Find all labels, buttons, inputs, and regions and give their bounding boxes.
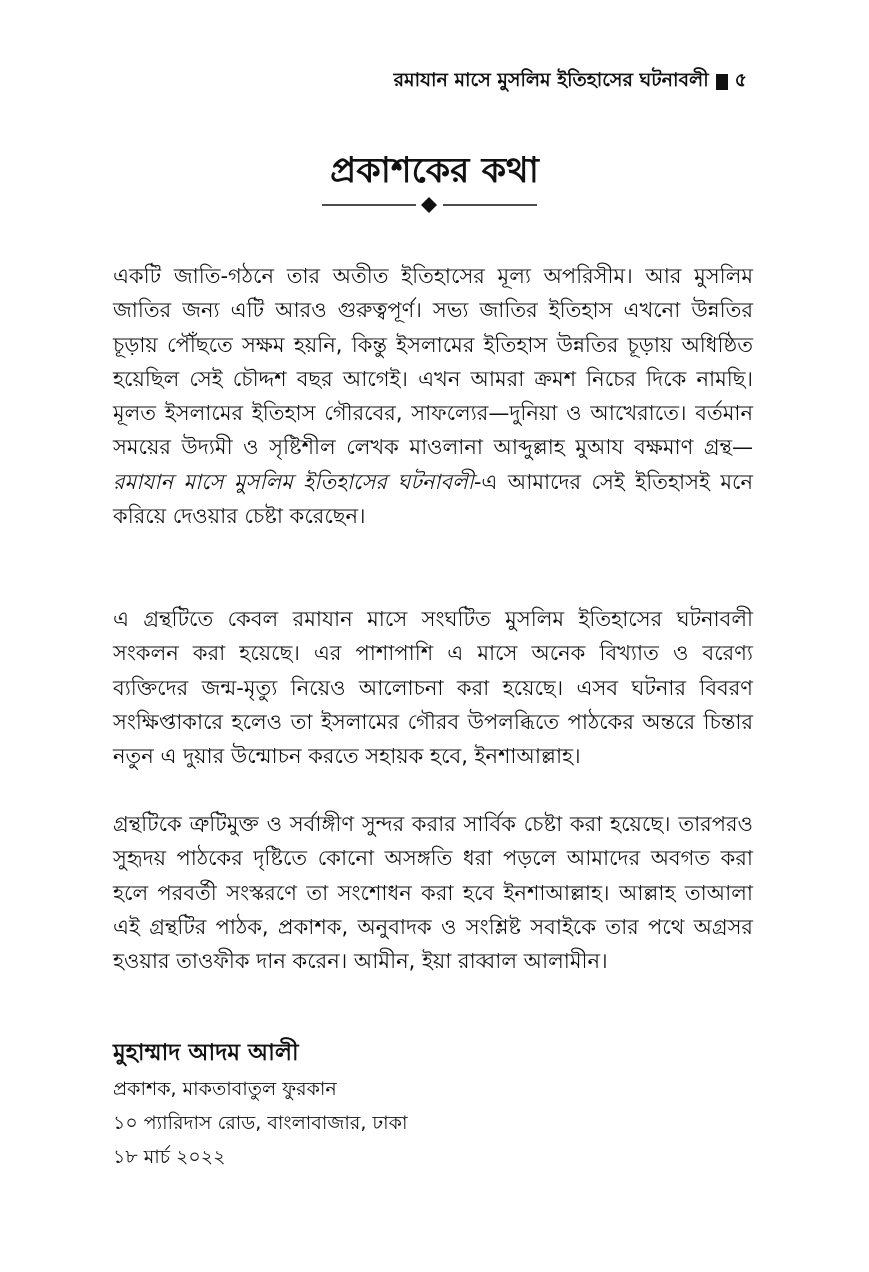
ornament-diamond	[421, 197, 437, 213]
paragraph-2: এ গ্রন্থটিতে কেবল রমাযান মাসে সংঘটিত মুসলিম ইতিহাসের ঘটনাবলী সংকলন করা হয়েছে। এর পাশাপাশি এ মাসে অনেক বিখ্যাত ও বরেণ্য ব্যক্তিদের জন্ম-মৃত্যু নিয়েও আলোচনা করা হয়েছে। এসব ঘটনার বিবরণ সংক্ষিপ্তাকারে হলেও তা ইসলামের গৌরব উপলব্ধিতে পাঠকের অন্তরে চিন্তার নতুন এ দুয়ার উন্মোচন করতে সহায়ক হবে, ইনশাআল্লাহ।	[113, 607, 753, 769]
running-header-book-title: রমাযান মাসে মুসলিম ইতিহাসের ঘটনাবলী	[393, 69, 709, 91]
paragraph-1	[113, 259, 753, 533]
signatory-role: প্রকাশক, মাকতাবাতুল ফুরকান	[113, 1078, 337, 1100]
paragraph-3: গ্রন্থটিকে ত্রুটিমুক্ত ও সর্বাঙ্গীণ সুন্দর করার সার্বিক চেষ্টা করা হয়েছে। তারপরও সুহৃদয় পাঠকের দৃষ্টিতে কোনো অসঙ্গতি ধরা পড়লে আমাদের অবগত করা হলে পরবর্তী সংস্করণে তা সংশোধন করা হবে ইনশাআল্লাহ। আল্লাহ তাআলা এই গ্রন্থটির পাঠক, প্রকাশক, অনুবাদক ও সংশ্লিষ্ট সবাইকে তার পথে অগ্রসর হওয়ার তাওফীক দান করেন। আমীন, ইয়া রাব্বাল আলামীন।	[113, 812, 753, 974]
title-ornament	[322, 197, 537, 213]
paragraph-1-book-title: রমাযান মাসে মুসলিম ইতিহাসের ঘটনাবলী	[113, 469, 474, 494]
signature-date: ১৮ মার্চ ২০২২	[113, 1146, 226, 1168]
page-title: প্রকাশকের কথা	[330, 151, 539, 191]
paragraph-1-text-a: একটি জাতি-গঠনে তার অতীত ইতিহাসের মূল্য অপরিসীম। আর মুসলিম জাতির জন্য এটি আরও গুরুত্বপূর্ণ। সভ্য জাতির ইতিহাস এখনো উন্নতির চূড়ায় পৌঁছতে সক্ষম হয়নি, কিন্তু ইসলামের ইতিহাস উন্নতির চূড়ায় অধিষ্ঠিত হয়েছিল সেই চৌদ্দশ বছর আগেই। এখন আমরা ক্রমশ নিচের দিকে নামছি। মূলত ইসলামের ইতিহাস গৌরবের, সাফল্যের—দুনিয়া ও আখেরাতে। বর্তমান সময়ের উদ্যমী ও সৃষ্টিশীল লেখক মাওলানা আব্দুল্লাহ মুআয বক্ষমাণ গ্রন্থ—	[113, 264, 753, 460]
signatory-name: মুহাম্মাদ আদম আলী	[113, 1040, 299, 1066]
page-number: ৫	[734, 69, 747, 91]
signatory-address: ১০ প্যারিদাস রোড, বাংলাবাজার, ঢাকা	[113, 1112, 408, 1134]
running-header	[394, 66, 747, 98]
header-square-mark	[716, 74, 728, 90]
signature-block	[113, 1036, 713, 1174]
paragraph-1-text-b: -এ আমাদের সেই ইতিহাসই মনে করিয়ে দেওয়ার চেষ্টা করেছেন।	[113, 469, 753, 529]
